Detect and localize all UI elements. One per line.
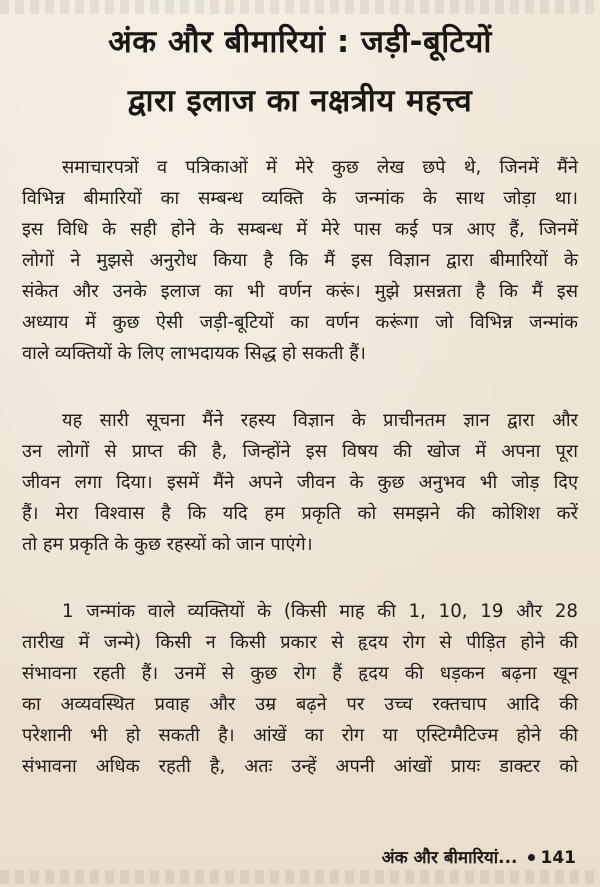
running-title: अंक और बीमारियां... [381, 848, 518, 868]
paragraph-2-line-1: यह सारी सूचना मैंने रहस्य विज्ञान के प्राचीनतम ज्ञान द्वारा और [62, 410, 578, 431]
paragraph-1-line-4: लोगों ने मुझसे अनुरोध किया है कि मैं इस विज्ञान द्वारा बीमारियों के [22, 250, 578, 271]
paragraph-1-line-5: संकेत और उनके इलाज का भी वर्णन करूं। मुझे प्रसन्नता है कि मैं इस [22, 281, 578, 302]
paragraph-1-line-3: इस विधि के सही होने के सम्बन्ध में मेरे पास कई पत्र आए हैं, जिनमें [22, 219, 578, 240]
paragraph-2-line-5: तो हम प्रकृति के कुछ रहस्यों को जान पाएंगे। [22, 534, 313, 555]
chapter-title-line-2: द्वारा इलाज का नक्षत्रीय महत्त्व [127, 83, 473, 119]
paragraph-1-line-7: वाले व्यक्तियों के लिए लाभदायक सिद्ध हो सकती हैं। [22, 343, 366, 364]
paragraph-3-line-5: परेशानी भी हो सकती है। आंखें का रोग या एस्टिग्मैटिज्म होने की [22, 725, 578, 746]
paragraph-1-line-2: विभिन्न बीमारियों का सम्बन्ध व्यक्ति के जन्मांक के साथ जोड़ा था। [22, 188, 578, 209]
page-footer [382, 845, 576, 868]
paragraph-3-line-2: तारीख में जन्मे) किसी न किसी प्रकार से हृदय रोग से पीड़ित होने की [22, 632, 578, 653]
paragraph-1-line-6: अध्याय में कुछ ऐसी जड़ी-बूटियों का वर्णन करूंगा जो विभिन्न जन्मांक [22, 312, 578, 333]
paragraph-2-line-2: उन लोगों से प्राप्त की है, जिन्होंने इस विषय की खोज में अपना पूरा [22, 441, 578, 462]
bleed-through-top [0, 0, 600, 14]
chapter-title-line-1: अंक और बीमारियां : जड़ी-बूटियों [108, 24, 492, 60]
paragraph-3-line-6: संभावना अधिक रहती है, अतः उन्हें अपनी आंखों प्रायः डाक्टर को [22, 756, 578, 777]
paragraph-3-line-1: 1 जन्मांक वाले व्यक्तियों के (किसी माह की 1, 10, 19 और 28 [62, 601, 578, 622]
paragraph-1-line-1: समाचारपत्रों व पत्रिकाओं में मेरे कुछ लेख छपे थे, जिनमें मैंने [62, 157, 578, 178]
paragraph-2-line-3: जीवन लगा दिया। इसमें मैंने अपने जीवन के कुछ अनुभव भी जोड़ दिए [22, 472, 578, 493]
paragraph-2-line-4: हैं। मेरा विश्वास है कि यदि हम प्रकृति को समझने की कोशिश करें [22, 503, 578, 524]
paragraph-3-line-4: का अव्यवस्थित प्रवाह और उम्र बढ़ने पर उच्च रक्तचाप आदि की [22, 694, 578, 715]
paragraph-3-line-3: संभावना रहती हैं। उनमें से कुछ रोग हैं हृदय की धड़कन बढ़ना खून [22, 663, 578, 684]
page-number: 141 [540, 848, 576, 868]
bleed-through-bottom [0, 870, 600, 884]
bullet-icon [528, 854, 535, 861]
